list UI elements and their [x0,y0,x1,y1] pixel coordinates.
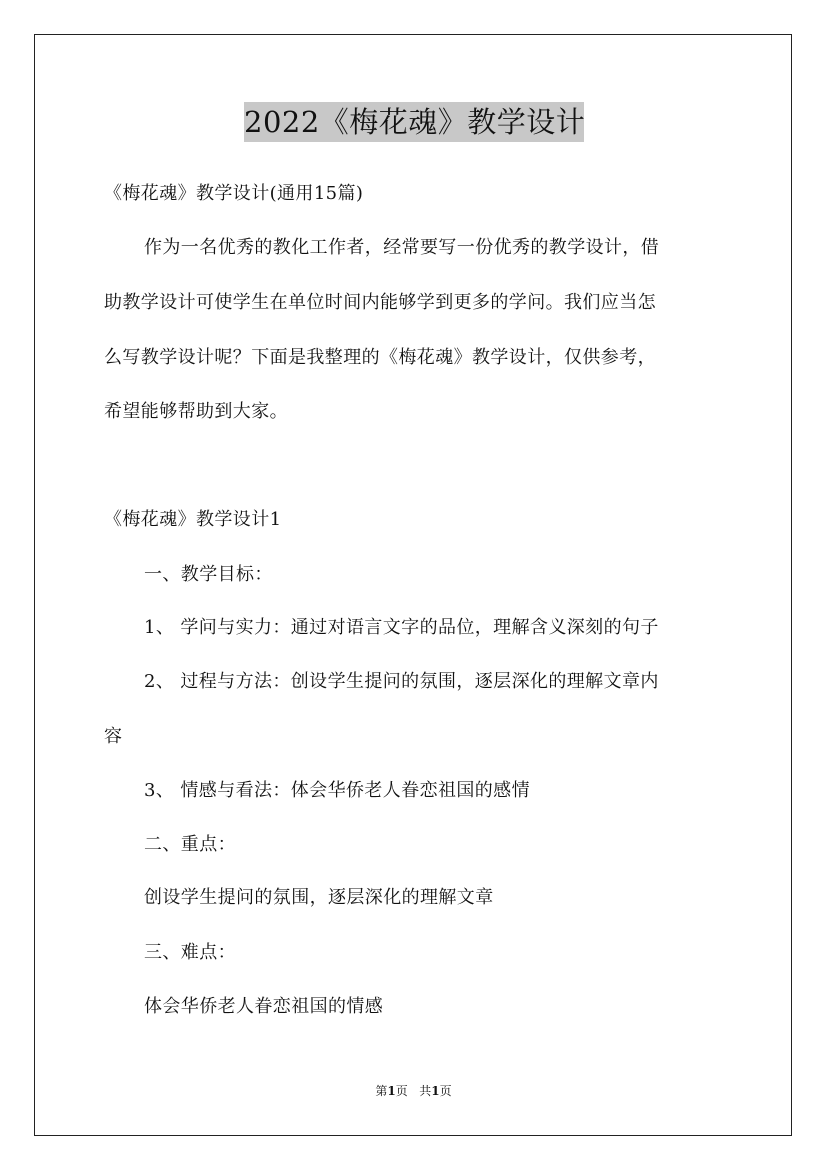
heading-objectives: 一、教学目标： [144,564,273,585]
objective-2-continued: 容 [104,726,123,747]
difficulty-text: 体会华侨老人眷恋祖国的情感 [144,996,384,1017]
footer-total-prefix: 共 [419,1084,432,1098]
document-subtitle: 《梅花魂》教学设计(通用15篇) [104,183,364,204]
footer-total-pages: 1 [431,1084,440,1098]
objective-1: 1、 学问与实力：通过对语言文字的品位，理解含义深刻的句子 [144,617,659,638]
key-point-text: 创设学生提问的氛围，逐层深化的理解文章 [144,887,494,908]
footer-prefix: 第 [375,1084,388,1098]
intro-line-1: 作为一名优秀的教化工作者，经常要写一份优秀的教学设计，借 [144,237,660,258]
footer-page-suffix: 页 [395,1084,408,1098]
intro-line-2: 助教学设计可使学生在单位时间内能够学到更多的学问。我们应当怎 [104,292,656,313]
intro-line-4: 希望能够帮助到大家。 [104,401,288,422]
footer-total-suffix: 页 [439,1084,452,1098]
page-footer [0,1083,827,1099]
section-title: 《梅花魂》教学设计1 [104,509,282,530]
heading-difficulties: 三、难点： [144,942,236,963]
objective-3: 3、 情感与看法：体会华侨老人眷恋祖国的感情 [144,780,530,801]
objective-2: 2、 过程与方法：创设学生提问的氛围，逐层深化的理解文章内 [144,671,659,692]
intro-line-3: 么写教学设计呢？下面是我整理的《梅花魂》教学设计，仅供参考， [104,347,656,368]
footer-page-number: 1 [387,1084,396,1098]
document-title: 2022《梅花魂》教学设计 [244,102,584,142]
heading-key-points: 二、重点： [144,834,236,855]
